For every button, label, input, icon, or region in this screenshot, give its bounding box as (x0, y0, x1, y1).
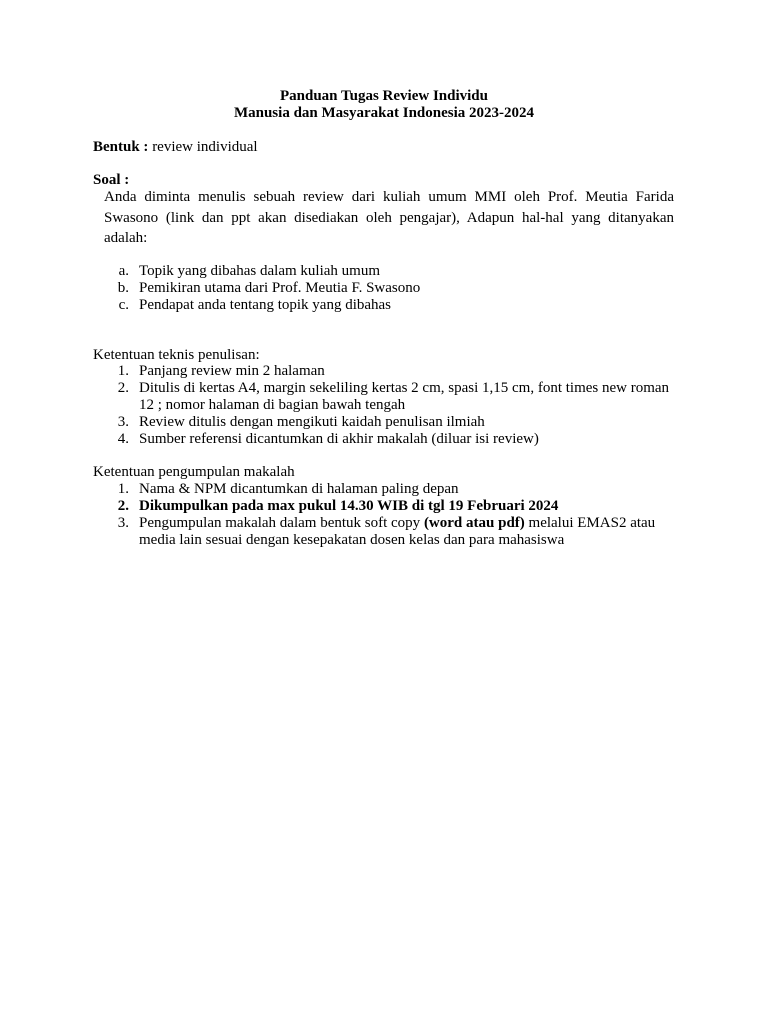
soal-list (93, 263, 653, 314)
list-item-text: Pendapat anda tentang topik yang dibahas (139, 297, 392, 313)
list-marker: b. (117, 280, 129, 296)
soal-label: Soal : (93, 172, 130, 188)
teknis-list-item (93, 431, 673, 448)
teknis-list-item (93, 363, 673, 380)
teknis-list-item (93, 380, 673, 414)
list-marker: c. (118, 297, 129, 313)
list-marker: 4. (117, 431, 129, 447)
teknis-list-item (93, 414, 673, 431)
pengumpulan-list-item (93, 481, 683, 498)
list-item-text-before: Pengumpulan makalah dalam bentuk soft copy (139, 515, 424, 531)
list-item-text: Ditulis di kertas A4, margin sekeliling kertas 2 cm, spasi 1,15 cm, font times new roman 12 ; nomor halaman di bagian bawah tengah (139, 380, 670, 413)
pengumpulan-list (93, 481, 683, 549)
list-item-text-after: melalui EMAS2 atau media lain sesuai dengan kesepakatan dosen kelas dan para mahasiswa (139, 515, 656, 548)
pengumpulan-list-item-deadline (93, 498, 683, 515)
list-marker: 2. (117, 498, 129, 514)
list-marker: 3. (117, 414, 129, 430)
list-item-text: Sumber referensi dicantumkan di akhir makalah (diluar isi review) (139, 431, 539, 447)
list-item-text: Pemikiran utama dari Prof. Meutia F. Swasono (139, 280, 421, 296)
list-marker: 3. (117, 515, 129, 531)
list-item-text: Panjang review min 2 halaman (139, 363, 325, 379)
list-marker: 2. (117, 380, 129, 396)
soal-list-item (93, 280, 653, 297)
list-marker: 1. (117, 481, 129, 497)
teknis-heading: Ketentuan teknis penulisan: (93, 347, 260, 363)
soal-paragraph: Anda diminta menulis sebuah review dari kuliah umum MMI oleh Prof. Meutia Farida Swasono (link dan ppt akan disediakan oleh pengajar), Adapun hal-hal yang ditanyakan adalah: (104, 189, 674, 246)
list-item-text: Review ditulis dengan mengikuti kaidah penulisan ilmiah (139, 414, 485, 430)
deadline-text: Dikumpulkan pada max pukul 14.30 WIB di tgl 19 Februari 2024 (139, 498, 559, 514)
bentuk-line (93, 139, 258, 156)
pengumpulan-list-item (93, 515, 683, 549)
list-item-text: Topik yang dibahas dalam kuliah umum (139, 263, 380, 279)
soal-list-item (93, 297, 653, 314)
list-marker: a. (118, 263, 129, 279)
pengumpulan-heading: Ketentuan pengumpulan makalah (93, 464, 295, 480)
file-format-text: (word atau pdf) (423, 515, 525, 531)
bentuk-label: Bentuk : (93, 139, 149, 155)
list-item-text: Nama & NPM dicantumkan di halaman paling depan (139, 481, 459, 497)
teknis-list (93, 363, 673, 448)
soal-list-item (93, 263, 653, 280)
list-marker: 1. (117, 363, 129, 379)
title-line-2: Manusia dan Masyarakat Indonesia 2023-2024 (233, 105, 535, 121)
title-line-1: Panduan Tugas Review Individu (279, 88, 488, 104)
document-title (0, 88, 768, 122)
bentuk-value: review individual (148, 139, 258, 155)
